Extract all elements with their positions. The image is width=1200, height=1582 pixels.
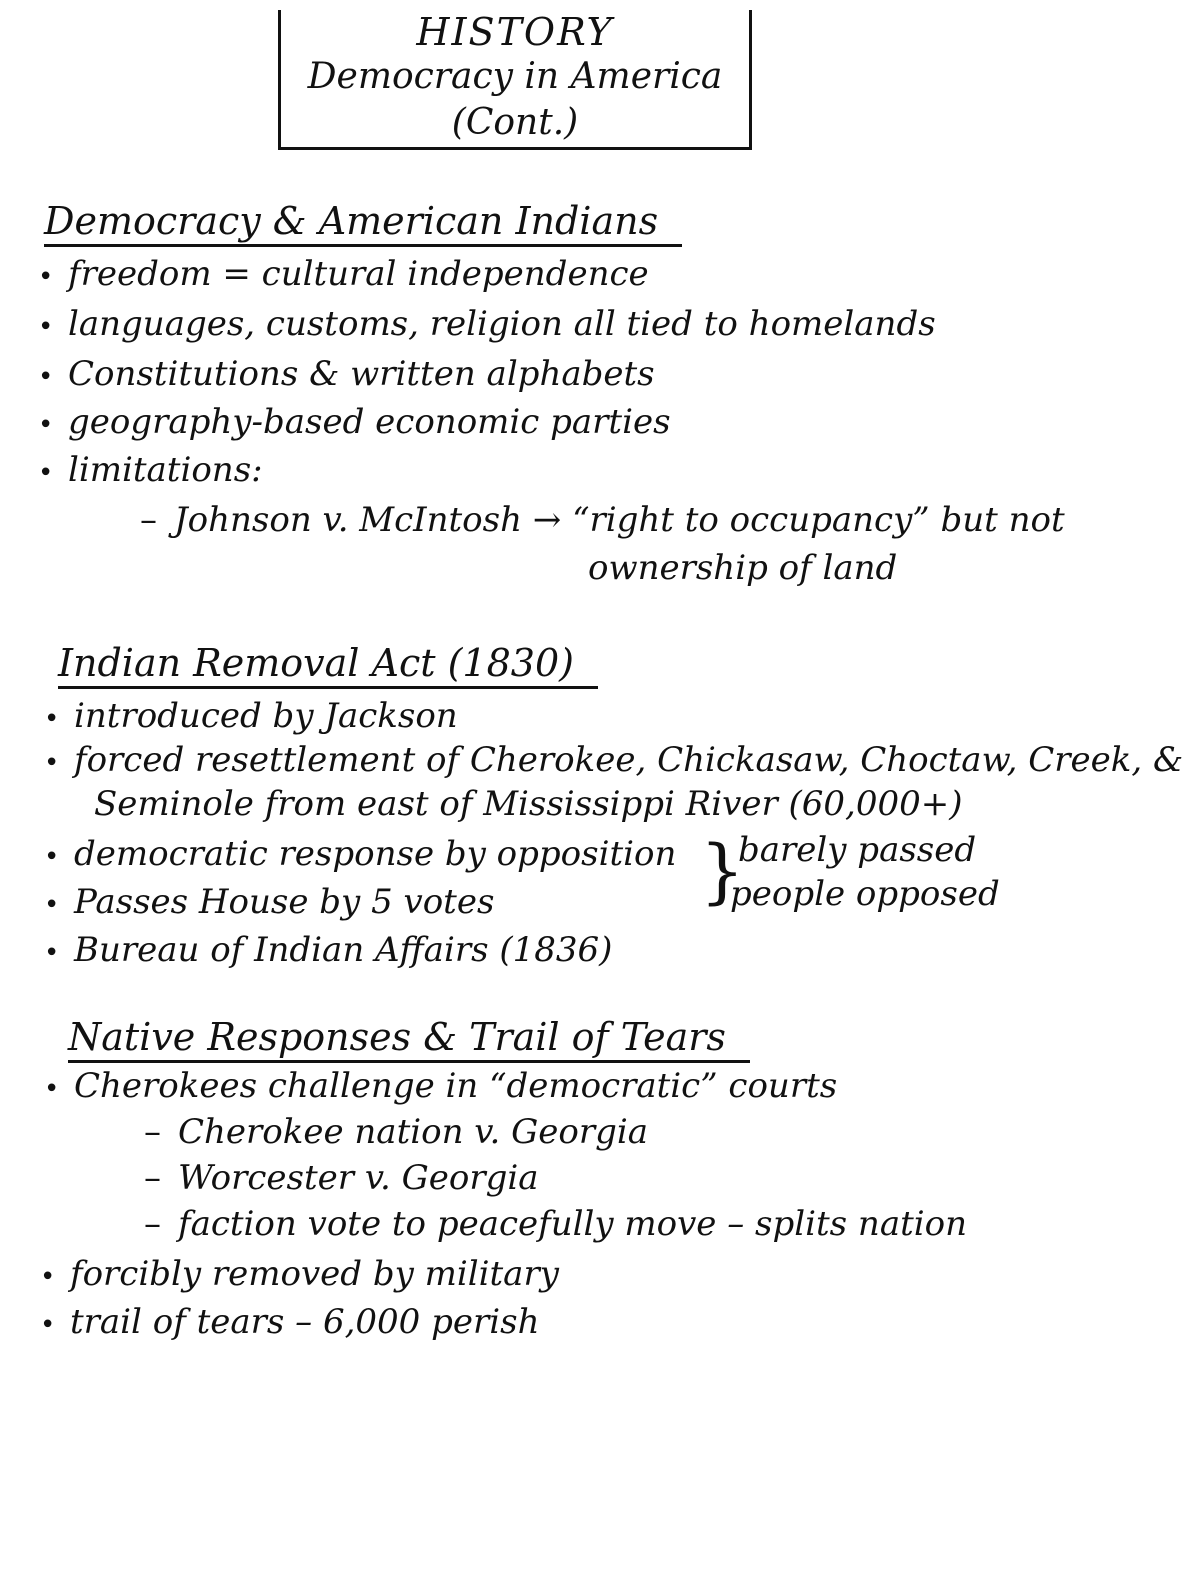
bullet-icon: •	[44, 842, 60, 872]
list-item	[40, 1252, 559, 1299]
section-heading-native-responses: Native Responses & Trail of Tears	[68, 1014, 750, 1063]
list-item-text: freedom = cultural independence	[68, 254, 649, 294]
section-heading-democracy-american-indians: Democracy & American Indians	[44, 198, 682, 247]
dash-icon: –	[144, 1112, 161, 1152]
list-item-text: Cherokees challenge in “democratic” courts	[74, 1066, 838, 1106]
brace-note: people opposed	[730, 874, 1000, 914]
bullet-icon: •	[38, 458, 54, 488]
bullet-icon: •	[40, 1262, 56, 1292]
sub-list-item-text: Johnson v. McIntosh → “right to occupancy” but not	[174, 500, 1065, 540]
list-item-text: trail of tears – 6,000 perish	[70, 1302, 540, 1342]
dash-icon: –	[144, 1204, 161, 1244]
bullet-icon: •	[38, 362, 54, 392]
sub-list-item	[144, 1202, 967, 1246]
sub-list-item-continued: ownership of land	[588, 548, 898, 588]
list-item	[44, 694, 458, 741]
list-item-text: Constitutions & written alphabets	[68, 354, 655, 394]
sub-list-item	[144, 1156, 539, 1200]
sub-list-item-text: Cherokee nation v. Georgia	[178, 1112, 648, 1152]
bullet-icon: •	[38, 312, 54, 342]
brace-note: barely passed	[738, 830, 977, 870]
list-item-text: forcibly removed by military	[70, 1254, 559, 1294]
bullet-icon: •	[40, 1310, 56, 1340]
list-item-text: limitations:	[68, 450, 263, 490]
list-item	[38, 252, 649, 299]
title-box	[278, 10, 752, 150]
page-title-continued: (Cont.)	[451, 102, 579, 143]
bullet-icon: •	[44, 890, 60, 920]
list-item	[38, 448, 263, 495]
list-item	[44, 738, 1183, 785]
brace-icon: }	[700, 830, 745, 912]
bullet-icon: •	[38, 410, 54, 440]
list-item	[38, 302, 936, 349]
list-item-text: Bureau of Indian Affairs (1836)	[74, 930, 613, 970]
list-item	[44, 880, 494, 927]
bullet-icon: •	[38, 262, 54, 292]
dash-icon: –	[144, 1158, 161, 1198]
bullet-icon: •	[44, 1074, 60, 1104]
section-heading-indian-removal-act: Indian Removal Act (1830)	[58, 640, 598, 689]
list-item	[44, 1064, 837, 1111]
sub-list-item	[140, 498, 1065, 542]
page-title: Democracy in America	[307, 56, 723, 97]
list-item-text: forced resettlement of Cherokee, Chickasaw, Choctaw, Creek, &	[74, 740, 1184, 780]
list-item-text: geography-based economic parties	[68, 402, 671, 442]
list-item	[40, 1300, 539, 1347]
dash-icon: –	[140, 500, 157, 540]
sub-list-item-text: Worcester v. Georgia	[178, 1158, 539, 1198]
list-item-text: democratic response by opposition	[74, 834, 677, 874]
list-item	[38, 400, 671, 447]
list-item	[44, 928, 612, 975]
list-item-continued: Seminole from east of Mississippi River (60,000+)	[94, 784, 963, 824]
list-item	[38, 352, 655, 399]
list-item	[44, 832, 676, 879]
bullet-icon: •	[44, 938, 60, 968]
list-item-text: Passes House by 5 votes	[74, 882, 495, 922]
sub-list-item-text: faction vote to peacefully move – splits nation	[178, 1204, 967, 1244]
list-item-text: introduced by Jackson	[74, 696, 458, 736]
bullet-icon: •	[44, 704, 60, 734]
subject-title: HISTORY	[416, 10, 614, 54]
list-item-text: languages, customs, religion all tied to homelands	[68, 304, 936, 344]
sub-list-item	[144, 1110, 648, 1154]
bullet-icon: •	[44, 748, 60, 778]
